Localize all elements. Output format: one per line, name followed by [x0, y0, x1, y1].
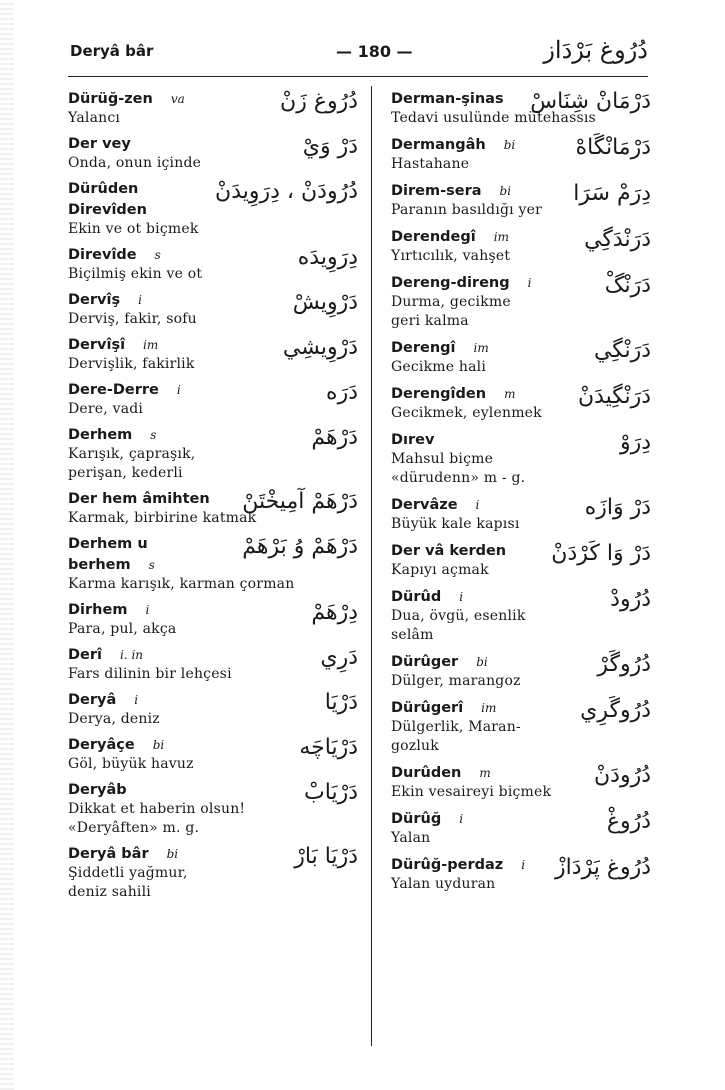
dictionary-entry: [68, 488, 358, 528]
entry-arabic-script: دُرُوگَرِي: [580, 698, 651, 723]
entry-arabic-script: دِرَمْ سَرَا: [573, 181, 651, 206]
right-column: [391, 88, 651, 900]
entry-headword: Dere-Derre: [68, 382, 159, 398]
entry-arabic-script: دَرْ وَازَه: [584, 495, 651, 520]
entry-headword-variant: berhem: [68, 557, 131, 573]
entry-headword: Derendegî: [391, 229, 476, 245]
dictionary-entry: [68, 289, 358, 329]
entry-grammar-tag: i: [145, 603, 150, 617]
entry-definition: Gecikmek, eylenmek: [391, 405, 542, 421]
entry-arabic-script: دَرْ وَيْ: [302, 134, 358, 159]
entry-definition: deniz sahili: [68, 884, 151, 900]
entry-definition: Kapıyı açmak: [391, 562, 489, 578]
page-header: [68, 36, 648, 77]
entry-arabic-script: دَرْيَابْ: [304, 780, 358, 805]
entry-headline: [68, 379, 358, 400]
entry-arabic-script: دِرْهَمْ: [311, 600, 358, 625]
entry-grammar-tag: m: [479, 766, 491, 780]
dictionary-entry: [68, 843, 358, 902]
entry-definition: Ekin vesaireyi biçmek: [391, 784, 552, 800]
entry-grammar-tag: bi: [503, 138, 516, 152]
dictionary-entry: [68, 334, 358, 374]
entry-headword: Dermangâh: [391, 137, 486, 153]
dictionary-entry: [68, 244, 358, 284]
entry-headword: Dervîşî: [68, 337, 126, 353]
entry-definition: Yalan: [391, 830, 431, 846]
entry-headline: [391, 429, 651, 450]
entry-arabic-script: دَرْهَمْ: [311, 425, 358, 450]
entry-arabic-script: دَرْهَمْ وُ بَرْهَمْ: [242, 534, 358, 559]
entry-grammar-tag: bi: [476, 655, 488, 669]
entry-headword: Deryâ bâr: [68, 846, 149, 862]
entry-grammar-tag: i: [459, 812, 464, 826]
entry-headword: Derî: [68, 647, 102, 663]
entry-arabic-script: دَرْ وَا كَرْدَنْ: [551, 541, 651, 566]
column-divider: [371, 86, 372, 1046]
dictionary-entry: [68, 424, 358, 483]
entry-arabic-script: دُرُوگَرْ: [597, 652, 651, 677]
entry-headline: [68, 689, 358, 710]
entry-grammar-tag: i: [527, 276, 532, 290]
entry-grammar-tag: i. in: [120, 648, 144, 662]
entry-definition: Yırtıcılık, vahşet: [391, 248, 511, 264]
entry-arabic-script: دَرَه: [326, 380, 358, 405]
entry-arabic-script: دَرَنْدَگِي: [584, 227, 651, 252]
entry-arabic-script: دُرُوغ زَنْ: [280, 89, 358, 114]
entry-grammar-tag: va: [170, 92, 185, 106]
entry-grammar-tag: bi: [499, 184, 512, 198]
entry-headword: Dervâze: [391, 497, 458, 513]
entry-grammar-tag: i: [176, 383, 181, 397]
entry-arabic-script: دَرَنْگْ: [604, 273, 651, 298]
entry-grammar-tag: s: [150, 428, 157, 442]
entry-headword: Dürûgerî: [391, 700, 464, 716]
entry-grammar-tag: im: [473, 341, 489, 355]
entry-headline: [68, 644, 358, 665]
entry-definition: Derya, deniz: [68, 711, 160, 727]
entry-headword: Der vey: [68, 136, 131, 152]
entry-definition: Derviş, fakir, sofu: [68, 311, 197, 327]
dictionary-entry: [391, 854, 651, 894]
dictionary-entry: [68, 599, 358, 639]
dictionary-entry: [391, 383, 651, 423]
dictionary-entry: [68, 689, 358, 729]
dictionary-entry: [391, 429, 651, 488]
dictionary-entry: [68, 644, 358, 684]
dictionary-entry: [391, 134, 651, 174]
entry-headword: Dürûd: [391, 589, 442, 605]
entry-arabic-script: دَرْهَمْ آمِيخْتَنْ: [242, 489, 358, 514]
entry-grammar-tag: bi: [166, 847, 179, 861]
entry-headword: Dürûden: [68, 181, 139, 197]
entry-headword: Derman-şinas: [391, 91, 504, 107]
entry-headword: Dürûğ: [391, 811, 442, 827]
entry-headword: Dürûğ-perdaz: [391, 857, 504, 873]
entry-headword: Deryâ: [68, 692, 117, 708]
entry-definition: Ekin ve ot biçmek: [68, 221, 199, 237]
entry-arabic-script: دِرَوْ: [619, 430, 651, 455]
entry-definition: Karmak, birbirine katmak: [68, 510, 257, 526]
entry-headword: Deryâçe: [68, 737, 135, 753]
entry-definition: Şiddetli yağmur,: [68, 865, 188, 881]
dictionary-entry: [68, 178, 358, 239]
entry-definition: Gecikme hali: [391, 359, 486, 375]
entry-grammar-tag: im: [493, 230, 509, 244]
entry-headword: Dırev: [391, 432, 435, 448]
entry-grammar-tag: s: [154, 248, 161, 262]
entry-definition: Karışık, çapraşık,: [68, 446, 196, 462]
entry-definition: Mahsul biçme: [391, 451, 494, 467]
entry-definition: Dülgerlik, Maran-: [391, 719, 521, 735]
dictionary-entry: [391, 697, 651, 756]
entry-definition: Paranın basıldığı yer: [391, 202, 543, 218]
entry-arabic-script: دُرُودَنْ ، دِرَوِيدَنْ: [215, 179, 358, 204]
entry-arabic-script: دَرْيَاچَه: [299, 735, 358, 760]
entry-definition: gozluk: [391, 738, 439, 754]
entry-headword: Dirhem: [68, 602, 128, 618]
entry-definition: Yalancı: [68, 110, 121, 126]
entry-arabic-script: دَرِي: [320, 645, 358, 670]
entry-definition: selâm: [391, 627, 434, 643]
entry-definition: «dürudenn» m - g.: [391, 470, 526, 486]
dictionary-entry: [391, 88, 651, 128]
entry-headword: Deryâb: [68, 782, 127, 798]
entry-definition: geri kalma: [391, 313, 469, 329]
entry-definition: Tedavi usulünde mütehassıs: [391, 110, 596, 126]
entry-grammar-tag: i: [134, 693, 139, 707]
entry-headword: Derengî: [391, 340, 456, 356]
entry-grammar-tag: i: [459, 590, 464, 604]
entry-headword: Der vâ kerden: [391, 543, 507, 559]
entry-definition: Yalan uyduran: [391, 876, 496, 892]
entry-definition: Dülger, marangoz: [391, 673, 521, 689]
entry-headword: Der hem âmihten: [68, 491, 210, 507]
entry-headword-variant: Direvîden: [68, 202, 147, 218]
entry-arabic-script: دَرْوِيشْ: [292, 290, 358, 315]
entry-definition: Göl, büyük havuz: [68, 756, 194, 772]
entry-definition: Karma karışık, karman çorman: [68, 576, 295, 592]
entry-headword: Dereng-direng: [391, 275, 510, 291]
entry-arabic-script: دُرُودْ: [610, 587, 651, 612]
entry-definition: Dua, övgü, esenlik: [391, 608, 526, 624]
entry-grammar-tag: s: [148, 558, 155, 572]
entry-definition: Onda, onun içinde: [68, 155, 202, 171]
entry-arabic-script: دَرَنْگِي: [593, 338, 651, 363]
entry-headword: Direm-sera: [391, 183, 482, 199]
entry-arabic-script: دَرْيَا: [324, 690, 358, 715]
dictionary-entry: [68, 533, 358, 594]
entry-definition: Hastahane: [391, 156, 470, 172]
entry-grammar-tag: im: [143, 338, 159, 352]
dictionary-entry: [391, 180, 651, 220]
dictionary-entry: [391, 337, 651, 377]
entry-definition: Dervişlik, fakirlik: [68, 356, 195, 372]
dictionary-entry: [391, 808, 651, 848]
entry-definition: Dere, vadi: [68, 401, 144, 417]
scan-edge-texture: [0, 0, 14, 1090]
dictionary-entry: [391, 586, 651, 645]
entry-headword: Dervîş: [68, 292, 121, 308]
entry-arabic-script: دَرْوِيشِي: [282, 335, 358, 360]
entry-grammar-tag: im: [481, 701, 497, 715]
entry-arabic-script: دَرْمَانْگَاهْ: [575, 135, 651, 160]
entry-headword: Durûden: [391, 765, 462, 781]
entry-grammar-tag: i: [521, 858, 526, 872]
entry-arabic-script: دُرُوغْ: [606, 809, 651, 834]
entry-definition: «Deryâften» m. g.: [68, 820, 200, 836]
dictionary-entry: [391, 226, 651, 266]
entry-grammar-tag: bi: [152, 738, 165, 752]
entry-headword: Dürüğ-zen: [68, 91, 153, 107]
dictionary-entry: [68, 133, 358, 173]
left-column: [68, 88, 358, 907]
entry-grammar-tag: m: [504, 387, 516, 401]
entry-definition: Dikkat et haberin olsun!: [68, 801, 246, 817]
entry-arabic-script: دُرُوغ پَرْدَازْ: [555, 855, 651, 880]
entry-grammar-tag: i: [138, 293, 142, 307]
entry-definition: Fars dilinin bir lehçesi: [68, 666, 232, 682]
entry-arabic-script: دَرْمَانْ شِنَاسْ: [530, 89, 651, 114]
entry-headword: Direvîde: [68, 247, 137, 263]
page-number: — 180 —: [336, 42, 413, 61]
entry-definition: Durma, gecikme: [391, 294, 511, 310]
entry-headword: Derhem u: [68, 536, 148, 552]
entry-definition: Büyük kale kapısı: [391, 516, 520, 532]
dictionary-entry: [68, 88, 358, 128]
entry-headword: Dürûger: [391, 654, 459, 670]
dictionary-entry: [68, 779, 358, 838]
header-left-title: Deryâ bâr: [70, 42, 154, 60]
entry-definition: perişan, kederli: [68, 465, 183, 481]
dictionary-entry: [391, 762, 651, 802]
entry-arabic-script: دُرُودَنْ: [594, 763, 651, 788]
entry-definition: Biçilmiş ekin ve ot: [68, 266, 203, 282]
entry-definition: Para, pul, akça: [68, 621, 177, 637]
dictionary-entry: [391, 651, 651, 691]
header-arabic-title: دُرُوغ بَرْدَاز: [543, 36, 648, 64]
dictionary-entry: [68, 734, 358, 774]
entry-headword: Derengîden: [391, 386, 487, 402]
entry-arabic-script: دِرَوِيدَه: [297, 245, 358, 270]
dictionary-entry: [391, 494, 651, 534]
entry-headword: Derhem: [68, 427, 133, 443]
entry-grammar-tag: i: [475, 498, 480, 512]
entry-arabic-script: دَرَنْگِيدَنْ: [577, 384, 651, 409]
dictionary-entry: [391, 272, 651, 331]
dictionary-entry: [391, 540, 651, 580]
entry-arabic-script: دَرْيَا بَارْ: [294, 844, 358, 869]
dictionary-entry: [68, 379, 358, 419]
